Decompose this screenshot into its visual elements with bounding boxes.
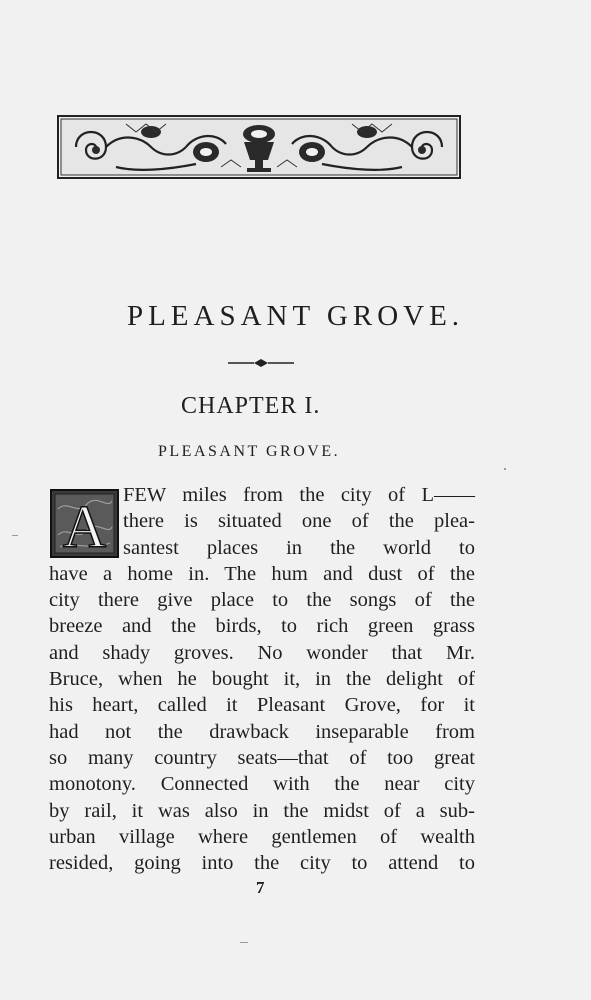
text-line: by rail, it was also in the midst of a sub- bbox=[49, 799, 475, 822]
text-line: resided, going into the city to attend to bbox=[49, 852, 475, 875]
text-line: FEW miles from the city of L—— bbox=[123, 484, 475, 506]
book-title: PLEASANT GROVE. bbox=[126, 300, 465, 332]
text-line: urban village where gentlemen of wealth bbox=[49, 825, 475, 848]
text-line: have a home in. The hum and dust of the bbox=[49, 562, 475, 585]
text-line: and shady groves. No wonder that Mr. bbox=[49, 641, 475, 664]
ornamental-rule bbox=[228, 356, 294, 370]
floral-headpiece-ornament bbox=[56, 112, 462, 182]
paper-speck bbox=[12, 535, 18, 536]
text-line: breeze and the birds, to rich green grass bbox=[49, 615, 475, 638]
text-line: Bruce, when he bought it, in the delight of bbox=[49, 668, 475, 691]
text-line: monotony. Connected with the near city bbox=[49, 773, 475, 796]
paper-speck bbox=[240, 942, 248, 943]
body-paragraph bbox=[49, 482, 475, 876]
text-line: city there give place to the songs of the bbox=[49, 589, 475, 612]
chapter-number: CHAPTER I. bbox=[181, 393, 321, 419]
text-line: had not the drawback inseparable from bbox=[49, 720, 475, 743]
page-number: 7 bbox=[256, 878, 265, 897]
text-line: so many country seats—that of too great bbox=[49, 746, 475, 769]
text-line: his heart, called it Pleasant Grove, for it bbox=[49, 694, 475, 717]
paper-speck bbox=[504, 468, 506, 470]
text-line: santest places in the world to bbox=[123, 536, 475, 559]
svg-text:A: A bbox=[62, 494, 107, 558]
text-line: there is situated one of the plea- bbox=[123, 510, 475, 533]
chapter-title: PLEASANT GROVE. bbox=[158, 443, 341, 460]
